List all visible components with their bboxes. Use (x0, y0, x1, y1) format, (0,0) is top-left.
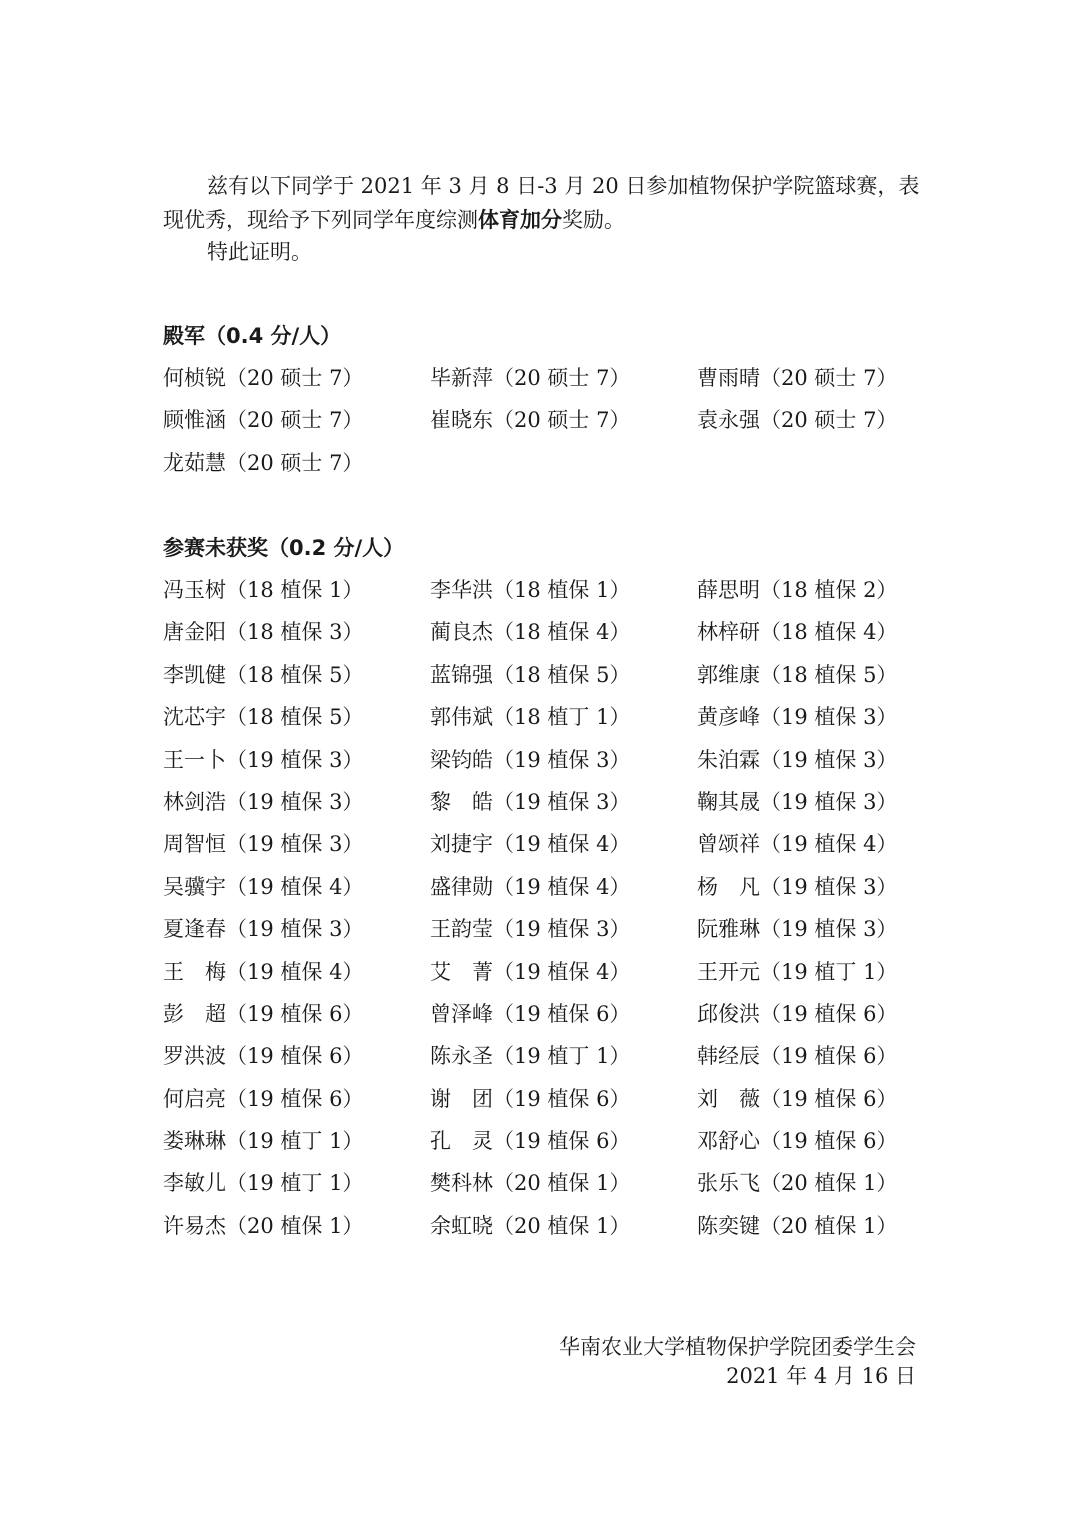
list-item (163, 1120, 430, 1162)
list-item (430, 781, 697, 823)
student-class: （19 植保 3） (226, 789, 364, 814)
student-name: 樊科林 (430, 1171, 493, 1196)
student-class: （19 植保 6） (226, 1044, 364, 1069)
student-name: 刘 薇 (697, 1086, 760, 1111)
student-class: （18 植保 4） (760, 620, 898, 645)
intro-text-part1: 兹有以下同学于 2021 年 3 月 8 日-3 月 20 日参加植物保护学院篮球赛，表现优秀，现给予下列同学年度综测 (163, 174, 920, 232)
student-name: 陈永圣 (430, 1044, 493, 1069)
student-class: （19 植保 3） (493, 747, 631, 772)
student-class: （20 植保 1） (226, 1213, 364, 1238)
list-item (430, 611, 697, 653)
student-class: （19 植保 3） (760, 705, 898, 730)
list-item (163, 908, 430, 950)
list-item (430, 357, 697, 399)
student-name: 曹雨晴 (697, 366, 760, 390)
champion-list (163, 357, 963, 484)
list-item (697, 357, 963, 399)
list-item (430, 866, 697, 908)
student-class: （19 植保 4） (493, 959, 631, 984)
list-item (163, 611, 430, 653)
list-item (163, 696, 430, 738)
list-item (697, 781, 963, 823)
student-name: 张乐飞 (697, 1171, 760, 1196)
student-name: 蓝锦强 (430, 662, 493, 687)
intro-paragraph (163, 170, 923, 237)
list-item (697, 993, 963, 1035)
student-class: （20 植保 1） (493, 1213, 631, 1238)
student-name: 朱泊霖 (697, 747, 760, 772)
list-item (430, 1162, 697, 1204)
list-item (430, 1205, 697, 1247)
list-item (430, 1035, 697, 1077)
list-item (697, 1078, 963, 1120)
list-item (163, 1035, 430, 1077)
student-name: 顾惟涵 (163, 408, 226, 433)
student-class: （20 硕士 7） (226, 450, 364, 475)
list-item (430, 1078, 697, 1120)
signature-block (559, 1333, 916, 1391)
student-class: （19 植保 3） (226, 747, 364, 772)
student-name: 李华洪 (430, 578, 493, 602)
student-name: 林梓研 (697, 620, 760, 645)
student-name: 郭维康 (697, 662, 760, 687)
student-name: 陈奕键 (697, 1213, 760, 1238)
list-item (430, 696, 697, 738)
student-name: 黄彦峰 (697, 705, 760, 730)
list-item (163, 399, 430, 441)
student-class: （20 硕士 7） (493, 408, 631, 433)
list-item (430, 908, 697, 950)
list-item (697, 1162, 963, 1204)
student-class: （18 植保 2） (760, 578, 898, 602)
student-class: （18 植保 5） (760, 662, 898, 687)
list-item (430, 569, 697, 611)
student-name: 邓舒心 (697, 1129, 760, 1154)
student-class: （18 植保 5） (226, 705, 364, 730)
list-item (430, 951, 697, 993)
student-class: （18 植保 4） (493, 620, 631, 645)
list-item (163, 442, 430, 484)
student-name: 郭伟斌 (430, 705, 493, 730)
student-name: 沈芯宇 (163, 705, 226, 730)
student-class: （19 植保 3） (493, 789, 631, 814)
list-item (163, 739, 430, 781)
student-name: 王 梅 (163, 959, 226, 984)
student-class: （19 植保 6） (760, 1129, 898, 1154)
student-name: 梁钧皓 (430, 747, 493, 772)
student-name: 娄琳琳 (163, 1129, 226, 1154)
list-item (697, 866, 963, 908)
student-name: 曾泽峰 (430, 1001, 493, 1026)
list-item (163, 866, 430, 908)
list-item (697, 823, 963, 865)
student-class: （19 植保 6） (760, 1001, 898, 1026)
student-name: 周智恒 (163, 832, 226, 857)
list-item (697, 1120, 963, 1162)
student-class: （19 植保 6） (226, 1001, 364, 1026)
student-class: （18 植保 5） (226, 662, 364, 687)
student-name: 崔晓东 (430, 408, 493, 433)
student-class: （20 硕士 7） (226, 408, 364, 433)
intro-text-bold: 体育加分 (478, 207, 562, 232)
student-class: （19 植保 4） (226, 874, 364, 899)
signature-date: 2021 年 4 月 16 日 (726, 1364, 916, 1388)
student-name: 何启亮 (163, 1086, 226, 1111)
list-item (163, 357, 430, 399)
list-item (163, 654, 430, 696)
student-class: （20 硕士 7） (226, 366, 364, 390)
student-class: （18 植保 5） (493, 662, 631, 687)
participants-list (163, 569, 963, 1247)
student-class: （18 植保 1） (493, 578, 631, 602)
list-item (430, 1120, 697, 1162)
student-class: （19 植保 6） (226, 1086, 364, 1111)
certify-line: 特此证明。 (207, 240, 312, 264)
student-name: 罗洪波 (163, 1044, 226, 1069)
list-item (163, 1078, 430, 1120)
student-class: （19 植保 3） (493, 917, 631, 942)
student-name: 何桢锐 (163, 366, 226, 390)
student-class: （19 植保 4） (226, 959, 364, 984)
student-name: 袁永强 (697, 408, 760, 433)
student-class: （19 植丁 1） (226, 1171, 364, 1196)
list-item (163, 823, 430, 865)
student-class: （18 植保 3） (226, 620, 364, 645)
student-class: （20 植保 1） (760, 1171, 898, 1196)
student-class: （20 硕士 7） (760, 408, 898, 433)
student-class: （20 植保 1） (493, 1171, 631, 1196)
student-name: 薛思明 (697, 578, 760, 602)
list-item (430, 654, 697, 696)
student-class: （19 植保 3） (226, 917, 364, 942)
list-item (430, 739, 697, 781)
student-class: （19 植保 3） (760, 917, 898, 942)
participants-section-title: 参赛未获奖（0.2 分/人） (163, 536, 405, 560)
list-item (430, 399, 697, 441)
student-name: 艾 菁 (430, 959, 493, 984)
student-name: 黎 皓 (430, 789, 493, 814)
student-class: （19 植保 6） (760, 1044, 898, 1069)
student-name: 余虹晓 (430, 1213, 493, 1238)
student-class: （19 植保 4） (760, 832, 898, 857)
student-name: 韩经辰 (697, 1044, 760, 1069)
student-name: 王一卜 (163, 747, 226, 772)
student-class: （19 植保 3） (760, 789, 898, 814)
student-class: （19 植保 3） (226, 832, 364, 857)
list-item (697, 611, 963, 653)
list-item (163, 1205, 430, 1247)
list-item (697, 908, 963, 950)
champion-section-title: 殿军（0.4 分/人） (163, 324, 342, 348)
student-class: （20 硕士 7） (760, 366, 898, 390)
student-name: 曾颂祥 (697, 832, 760, 857)
student-class: （20 植保 1） (760, 1213, 898, 1238)
student-name: 许易杰 (163, 1213, 226, 1238)
student-name: 邱俊洪 (697, 1001, 760, 1026)
list-item (163, 781, 430, 823)
list-item (430, 993, 697, 1035)
student-name: 孔 灵 (430, 1129, 493, 1154)
student-class: （19 植保 6） (493, 1129, 631, 1154)
list-item (163, 1162, 430, 1204)
list-item (697, 1035, 963, 1077)
student-name: 夏逢春 (163, 917, 226, 942)
list-item (697, 951, 963, 993)
list-item (697, 569, 963, 611)
student-class: （19 植保 3） (760, 747, 898, 772)
student-class: （19 植保 3） (760, 874, 898, 899)
student-class: （19 植保 4） (493, 832, 631, 857)
student-name: 阮雅琳 (697, 917, 760, 942)
student-class: （19 植丁 1） (760, 959, 898, 984)
student-class: （19 植丁 1） (493, 1044, 631, 1069)
list-item (697, 399, 963, 441)
student-class: （19 植保 4） (493, 874, 631, 899)
student-name: 盛律勋 (430, 874, 493, 899)
list-item (697, 654, 963, 696)
list-item (163, 951, 430, 993)
student-class: （18 植丁 1） (493, 705, 631, 730)
student-name: 龙茹慧 (163, 450, 226, 475)
student-name: 刘捷宇 (430, 832, 493, 857)
student-name: 彭 超 (163, 1001, 226, 1026)
list-item (697, 1205, 963, 1247)
student-name: 吴骥宇 (163, 874, 226, 899)
student-class: （19 植保 6） (493, 1086, 631, 1111)
student-name: 谢 团 (430, 1086, 493, 1111)
list-item (163, 569, 430, 611)
student-name: 蔺良杰 (430, 620, 493, 645)
student-class: （18 植保 1） (226, 578, 364, 602)
signature-org: 华南农业大学植物保护学院团委学生会 (559, 1335, 916, 1359)
student-class: （19 植丁 1） (226, 1129, 364, 1154)
student-name: 杨 凡 (697, 874, 760, 899)
list-item (430, 823, 697, 865)
student-name: 唐金阳 (163, 620, 226, 645)
student-name: 李敏儿 (163, 1171, 226, 1196)
student-name: 鞠其晟 (697, 789, 760, 814)
student-name: 王韵莹 (430, 917, 493, 942)
intro-text-part2: 奖励。 (562, 208, 625, 232)
student-name: 林剑浩 (163, 789, 226, 814)
student-name: 冯玉树 (163, 578, 226, 602)
student-class: （19 植保 6） (493, 1001, 631, 1026)
student-name: 李凯健 (163, 662, 226, 687)
list-item (163, 993, 430, 1035)
student-class: （20 硕士 7） (493, 366, 631, 390)
student-class: （19 植保 6） (760, 1086, 898, 1111)
student-name: 王开元 (697, 959, 760, 984)
list-item (697, 696, 963, 738)
list-item (697, 739, 963, 781)
student-name: 毕新萍 (430, 366, 493, 390)
